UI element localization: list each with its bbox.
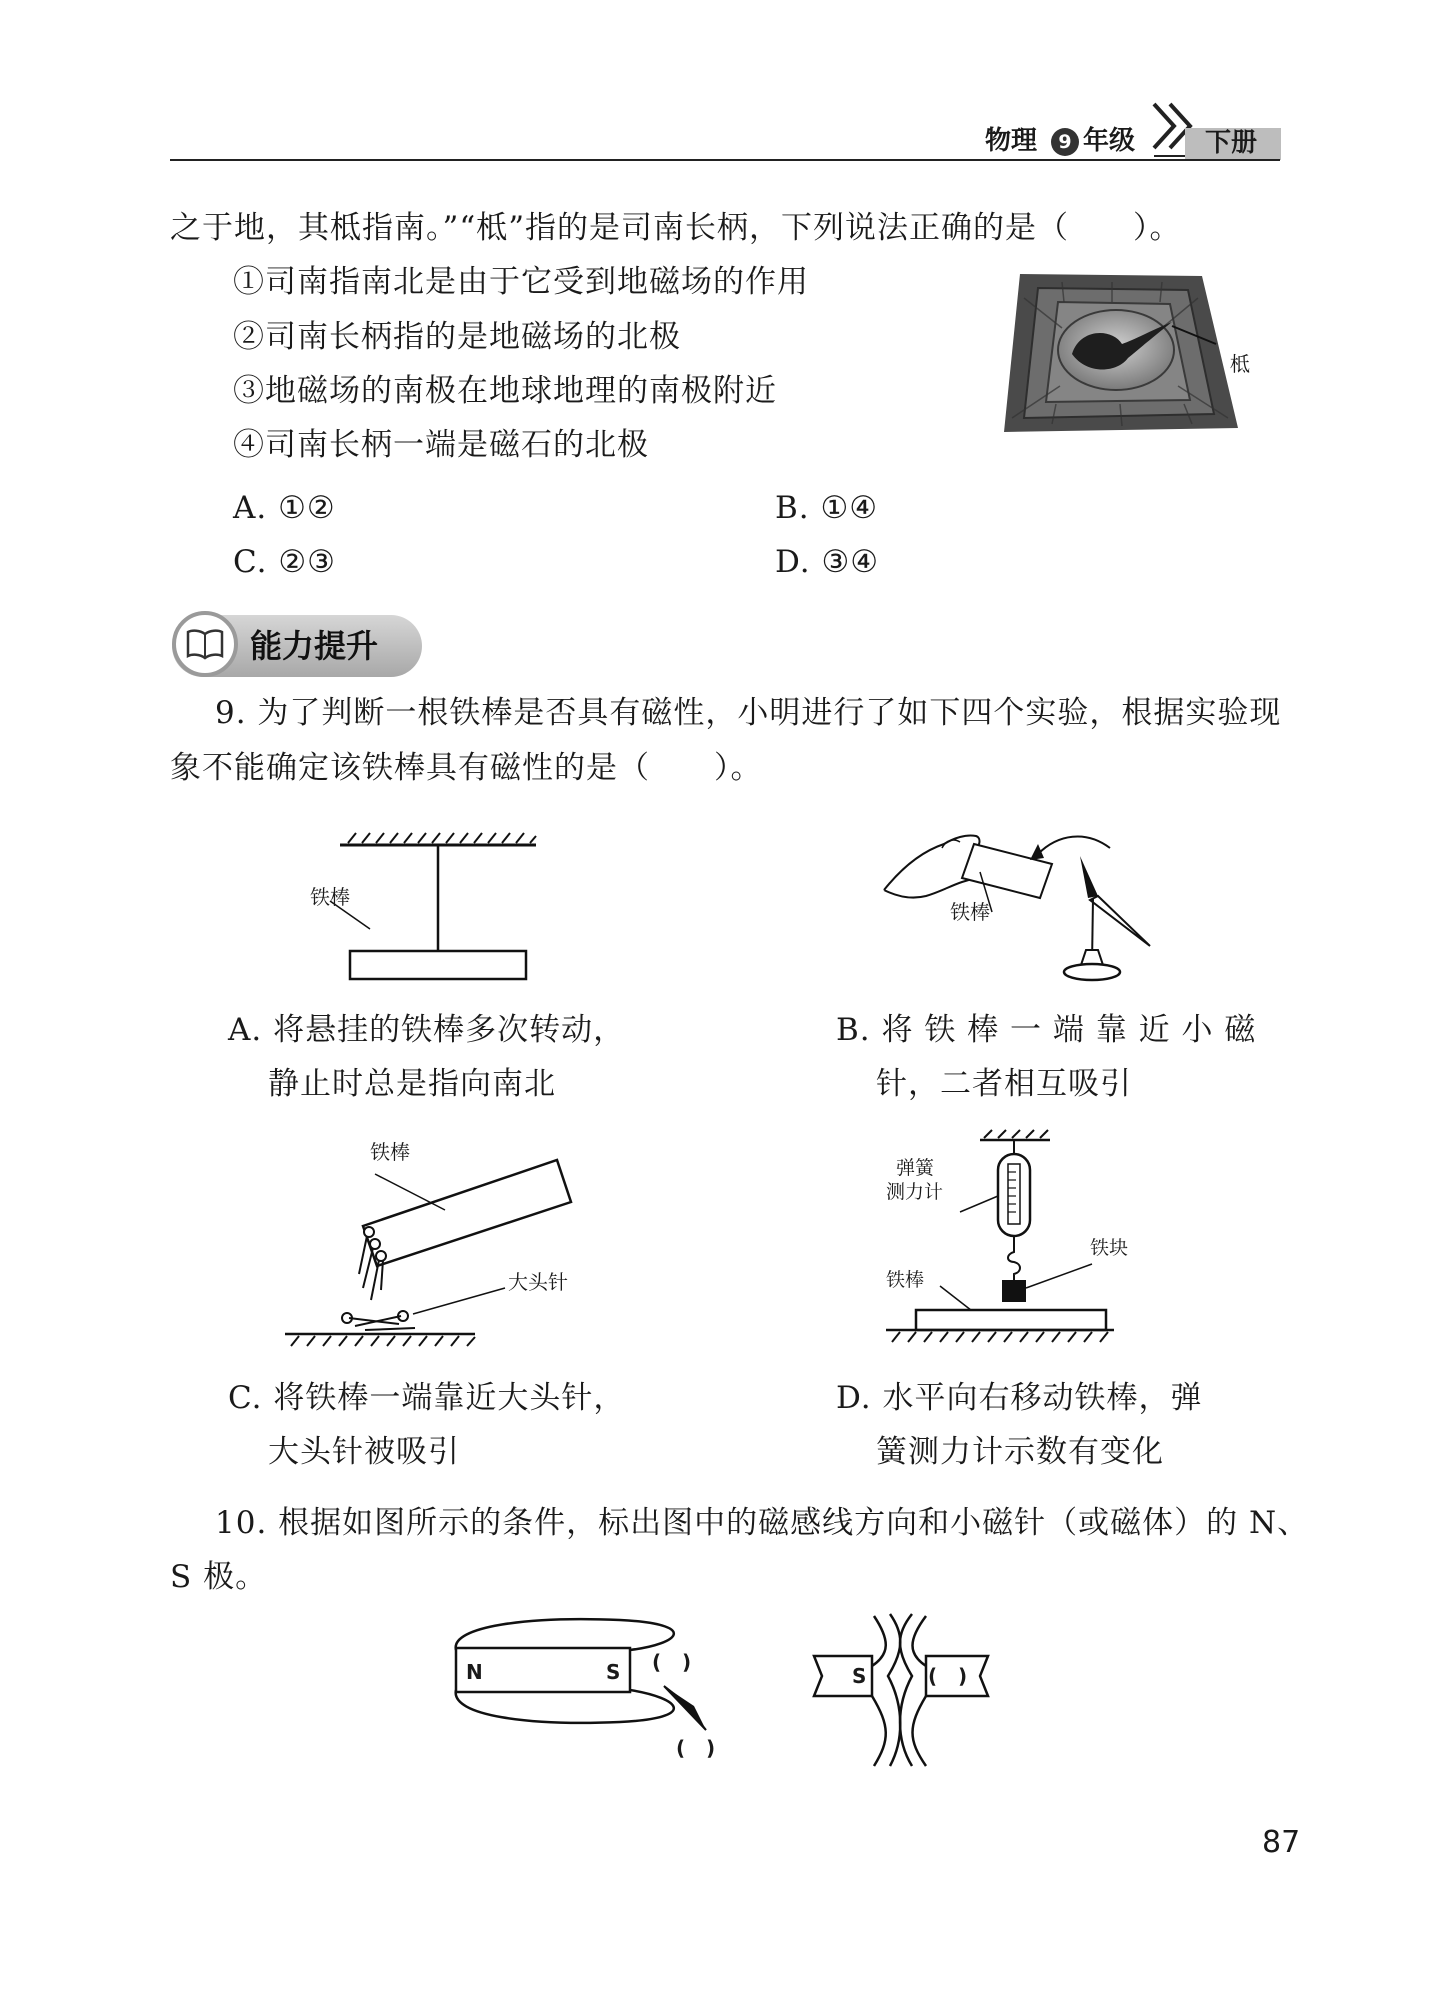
q9-option-c-line-1[interactable]: C. 将铁棒一端靠近大头针， — [228, 1380, 626, 1416]
open-book-icon — [186, 628, 224, 660]
header-subject: 物理 — [985, 126, 1038, 156]
header-grade-number: 9 — [1051, 128, 1079, 156]
q9-option-a-line-1[interactable]: A. 将悬挂的铁棒多次转动， — [228, 1012, 626, 1048]
q9-figure-c — [275, 1140, 575, 1350]
q9-option-c-line-2[interactable]: 大头针被吸引 — [268, 1434, 460, 1470]
q9-fig-c-label-pins: 大头针 — [508, 1270, 568, 1294]
sinan-label: 柢 — [1230, 352, 1250, 376]
page-number: 87 — [1262, 1825, 1301, 1860]
q8-statement-2: ②司南长柄指的是地磁场的北极 — [233, 319, 681, 355]
q9-fig-d-label-rod: 铁棒 — [886, 1269, 925, 1291]
header-volume: 下册 — [1205, 128, 1258, 158]
q10-fig1-needle-top-blank[interactable]: ( ) — [652, 1650, 692, 1674]
q8-option-a[interactable]: A. ①② — [233, 490, 336, 526]
q10-fig2-pole-right-blank[interactable]: ( ) — [928, 1664, 968, 1688]
q10-fig2-pole-left: S — [852, 1664, 867, 1688]
q9-fig-b-label: 铁棒 — [950, 900, 990, 924]
q9-fig-c-label-rod: 铁棒 — [370, 1140, 410, 1164]
sinan-compass-image — [1002, 268, 1264, 436]
q8-statement-1: ①司南指南北是由于它受到地磁场的作用 — [233, 264, 809, 300]
q9-fig-d-label-scale-2: 测力计 — [886, 1181, 944, 1203]
q10-fig1-pole-left: N — [466, 1660, 483, 1684]
q8-option-d[interactable]: D. ③④ — [775, 544, 880, 580]
q9-option-a-line-2[interactable]: 静止时总是指向南北 — [268, 1066, 556, 1102]
q9-stem-line-1: 9. 为了判断一根铁棒是否具有磁性，小明进行了如下四个实验，根据实验现 — [215, 695, 1282, 731]
q10-figure-2 — [808, 1610, 998, 1770]
q9-fig-d-label-scale-1: 弹簧 — [896, 1157, 935, 1179]
q9-stem-line-2: 象不能确定该铁棒具有磁性的是（ ）。 — [170, 750, 763, 786]
header-grade-suffix: 年级 — [1083, 126, 1136, 156]
q10-stem-line-2: S 极。 — [170, 1559, 268, 1595]
section-title: 能力提升 — [250, 627, 379, 665]
q9-option-d-line-1[interactable]: D. 水平向右移动铁棒，弹 — [836, 1380, 1203, 1416]
q8-stem-tail: 之于地，其柢指南。”“柢”指的是司南长柄，下列说法正确的是（ ）。 — [170, 210, 1182, 246]
q8-statement-4: ④司南长柄一端是磁石的北极 — [233, 427, 649, 463]
q9-option-b-line-2[interactable]: 针，二者相互吸引 — [876, 1066, 1132, 1102]
q9-figure-b — [880, 800, 1170, 990]
q10-fig1-pole-right: S — [606, 1660, 621, 1684]
q8-option-c[interactable]: C. ②③ — [233, 544, 336, 580]
q9-option-d-line-2[interactable]: 簧测力计示数有变化 — [876, 1434, 1164, 1470]
header-rule — [170, 159, 1280, 161]
q9-fig-d-label-block: 铁块 — [1090, 1237, 1129, 1259]
q9-fig-a-label: 铁棒 — [310, 885, 350, 909]
q9-option-b-line-1[interactable]: B. 将 铁 棒 一 端 靠 近 小 磁 — [836, 1012, 1257, 1048]
q8-statement-3: ③地磁场的南极在地球地理的南极附近 — [233, 373, 777, 409]
q10-stem-line-1: 10. 根据如图所示的条件，标出图中的磁感线方向和小磁针（或磁体）的 N、 — [215, 1505, 1310, 1541]
q8-option-b[interactable]: B. ①④ — [775, 490, 879, 526]
q10-fig1-needle-bottom-blank[interactable]: ( ) — [676, 1736, 716, 1760]
